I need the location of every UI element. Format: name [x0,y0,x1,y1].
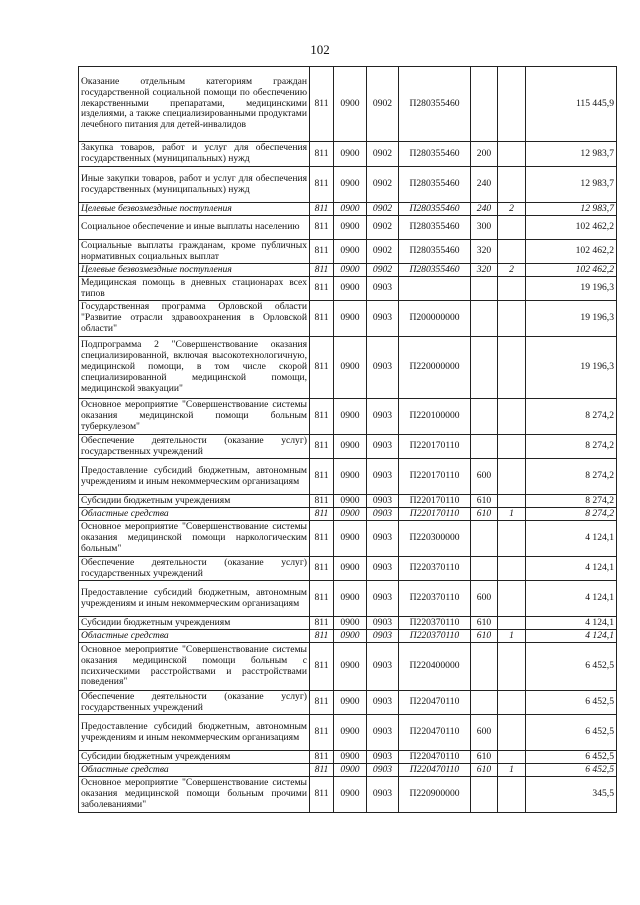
expense-type-code: 240 [471,203,498,216]
subsection-code: 0903 [367,508,399,521]
page-number: 102 [310,42,330,57]
table-row [79,142,617,167]
line-item-name: Областные средства [79,764,310,777]
target-article-code: П280355460 [399,67,471,142]
admin-code: 811 [310,495,334,508]
table-row [79,277,617,301]
subsection-code: 0903 [367,643,399,691]
funding-source-code: 1 [498,764,526,777]
expense-type-code: 320 [471,240,498,264]
target-article-code: П220170110 [399,459,471,495]
subsection-code: 0903 [367,301,399,337]
section-code: 0900 [334,264,367,277]
table-row [79,301,617,337]
line-item-name: Социальные выплаты гражданам, кроме публичных нормативных социальных выплат [79,240,310,264]
expense-type-code: 200 [471,142,498,167]
line-item-name: Предоставление субсидий бюджетным, автономным учреждениям и иным некоммерческим организациям [79,459,310,495]
expense-type-code: 600 [471,459,498,495]
subsection-code: 0903 [367,459,399,495]
expense-type-code [471,643,498,691]
table-row [79,617,617,630]
expense-type-code [471,301,498,337]
funding-source-code [498,142,526,167]
subsection-code: 0903 [367,691,399,715]
table-row [79,630,617,643]
section-code: 0900 [334,764,367,777]
admin-code: 811 [310,399,334,435]
table-row [79,264,617,277]
subsection-code: 0903 [367,399,399,435]
line-item-name: Социальное обеспечение и иные выплаты населению [79,216,310,240]
section-code: 0900 [334,581,367,617]
expense-type-code [471,337,498,399]
line-item-name: Обеспечение деятельности (оказание услуг) государственных учреждений [79,557,310,581]
admin-code: 811 [310,557,334,581]
section-code: 0900 [334,495,367,508]
admin-code: 811 [310,203,334,216]
amount: 345,5 [526,777,617,813]
budget-table-body [79,67,617,813]
funding-source-code [498,495,526,508]
subsection-code: 0903 [367,277,399,301]
amount: 19 196,3 [526,277,617,301]
subsection-code: 0903 [367,764,399,777]
line-item-name: Предоставление субсидий бюджетным, автономным учреждениям и иным некоммерческим организациям [79,581,310,617]
target-article-code: П220470110 [399,764,471,777]
section-code: 0900 [334,617,367,630]
amount: 12 983,7 [526,142,617,167]
target-article-code: П220370110 [399,617,471,630]
subsection-code: 0902 [367,167,399,203]
admin-code: 811 [310,167,334,203]
funding-source-code [498,67,526,142]
amount: 8 274,2 [526,399,617,435]
section-code: 0900 [334,508,367,521]
table-row [79,581,617,617]
amount: 6 452,5 [526,751,617,764]
expense-type-code [471,521,498,557]
subsection-code: 0902 [367,142,399,167]
expense-type-code: 610 [471,751,498,764]
funding-source-code [498,715,526,751]
expense-type-code [471,435,498,459]
expense-type-code: 610 [471,617,498,630]
funding-source-code: 1 [498,630,526,643]
section-code: 0900 [334,399,367,435]
line-item-name: Субсидии бюджетным учреждениям [79,751,310,764]
line-item-name: Субсидии бюджетным учреждениям [79,617,310,630]
amount: 8 274,2 [526,495,617,508]
admin-code: 811 [310,751,334,764]
expense-type-code [471,777,498,813]
table-row [79,399,617,435]
expense-type-code: 600 [471,715,498,751]
line-item-name: Иные закупки товаров, работ и услуг для обеспечения государственных (муниципальных) нужд [79,167,310,203]
funding-source-code [498,581,526,617]
target-article-code: П220400000 [399,643,471,691]
funding-source-code [498,751,526,764]
line-item-name: Целевые безвозмездные поступления [79,203,310,216]
subsection-code: 0903 [367,581,399,617]
section-code: 0900 [334,777,367,813]
table-row [79,764,617,777]
funding-source-code [498,521,526,557]
admin-code: 811 [310,264,334,277]
table-row [79,435,617,459]
section-code: 0900 [334,167,367,203]
target-article-code: П220370110 [399,557,471,581]
target-article-code: П220370110 [399,630,471,643]
target-article-code: П220170110 [399,508,471,521]
target-article-code: П220470110 [399,751,471,764]
funding-source-code [498,459,526,495]
section-code: 0900 [334,715,367,751]
expense-type-code: 320 [471,264,498,277]
subsection-code: 0903 [367,557,399,581]
section-code: 0900 [334,337,367,399]
funding-source-code [498,216,526,240]
amount: 12 983,7 [526,203,617,216]
table-row [79,495,617,508]
amount: 4 124,1 [526,630,617,643]
admin-code: 811 [310,581,334,617]
target-article-code: П280355460 [399,167,471,203]
subsection-code: 0903 [367,751,399,764]
subsection-code: 0902 [367,67,399,142]
subsection-code: 0903 [367,715,399,751]
table-row [79,508,617,521]
table-row [79,643,617,691]
admin-code: 811 [310,142,334,167]
subsection-code: 0903 [367,777,399,813]
section-code: 0900 [334,277,367,301]
table-row [79,216,617,240]
funding-source-code [498,691,526,715]
admin-code: 811 [310,715,334,751]
funding-source-code: 1 [498,508,526,521]
admin-code: 811 [310,337,334,399]
subsection-code: 0902 [367,216,399,240]
amount: 102 462,2 [526,240,617,264]
target-article-code: П280355460 [399,264,471,277]
target-article-code [399,277,471,301]
line-item-name: Закупка товаров, работ и услуг для обеспечения государственных (муниципальных) нужд [79,142,310,167]
section-code: 0900 [334,216,367,240]
line-item-name: Основное мероприятие "Совершенствование системы оказания медицинской помощи больным туберкулезом" [79,399,310,435]
subsection-code: 0902 [367,203,399,216]
line-item-name: Предоставление субсидий бюджетным, автономным учреждениям и иным некоммерческим организациям [79,715,310,751]
target-article-code: П220300000 [399,521,471,557]
admin-code: 811 [310,691,334,715]
admin-code: 811 [310,459,334,495]
line-item-name: Субсидии бюджетным учреждениям [79,495,310,508]
line-item-name: Оказание отдельным категориям граждан государственной социальной помощи по обеспечению лекарственными препаратами, медицинскими изделиями, а также специализированными продуктами лечебного питания для детей-инвалидов [79,67,310,142]
funding-source-code [498,240,526,264]
admin-code: 811 [310,240,334,264]
section-code: 0900 [334,240,367,264]
expense-type-code: 610 [471,495,498,508]
budget-table [78,66,617,813]
expense-type-code: 610 [471,630,498,643]
funding-source-code [498,777,526,813]
section-code: 0900 [334,751,367,764]
table-row [79,337,617,399]
admin-code: 811 [310,216,334,240]
admin-code: 811 [310,67,334,142]
table-row [79,715,617,751]
amount: 4 124,1 [526,617,617,630]
amount: 102 462,2 [526,216,617,240]
expense-type-code: 610 [471,764,498,777]
amount: 6 452,5 [526,691,617,715]
section-code: 0900 [334,67,367,142]
expense-type-code: 300 [471,216,498,240]
line-item-name: Государственная программа Орловской области "Развитие отрасли здравоохранения в Орловской области" [79,301,310,337]
target-article-code: П280355460 [399,203,471,216]
section-code: 0900 [334,459,367,495]
amount: 12 983,7 [526,167,617,203]
subsection-code: 0903 [367,521,399,557]
table-row [79,777,617,813]
table-row [79,167,617,203]
line-item-name: Медицинская помощь в дневных стационарах всех типов [79,277,310,301]
funding-source-code [498,167,526,203]
subsection-code: 0902 [367,240,399,264]
table-row [79,751,617,764]
section-code: 0900 [334,435,367,459]
target-article-code: П280355460 [399,216,471,240]
target-article-code: П220170110 [399,495,471,508]
section-code: 0900 [334,301,367,337]
amount: 102 462,2 [526,264,617,277]
amount: 115 445,9 [526,67,617,142]
amount: 4 124,1 [526,557,617,581]
funding-source-code: 2 [498,203,526,216]
line-item-name: Подпрограмма 2 "Совершенствование оказания специализированной, включая высокотехнологичную, медицинской помощи, в том числе скорой специализированной медицинской помощи, медицинской эвакуации" [79,337,310,399]
funding-source-code [498,399,526,435]
section-code: 0900 [334,630,367,643]
section-code: 0900 [334,521,367,557]
admin-code: 811 [310,435,334,459]
table-row [79,240,617,264]
target-article-code: П220170110 [399,435,471,459]
amount: 4 124,1 [526,521,617,557]
target-article-code: П220100000 [399,399,471,435]
target-article-code: П220370110 [399,581,471,617]
line-item-name: Целевые безвозмездные поступления [79,264,310,277]
admin-code: 811 [310,617,334,630]
expense-type-code: 240 [471,167,498,203]
admin-code: 811 [310,630,334,643]
table-row [79,557,617,581]
line-item-name: Основное мероприятие "Совершенствование системы оказания медицинской помощи больным прочими заболеваниями" [79,777,310,813]
table-row [79,203,617,216]
line-item-name: Основное мероприятие "Совершенствование системы оказания медицинской помощи больным с психическими расстройствами и расстройствами поведения" [79,643,310,691]
expense-type-code [471,557,498,581]
target-article-code: П280355460 [399,240,471,264]
amount: 8 274,2 [526,435,617,459]
funding-source-code [498,277,526,301]
table-row [79,521,617,557]
funding-source-code [498,617,526,630]
line-item-name: Обеспечение деятельности (оказание услуг) государственных учреждений [79,435,310,459]
admin-code: 811 [310,521,334,557]
admin-code: 811 [310,301,334,337]
admin-code: 811 [310,508,334,521]
amount: 6 452,5 [526,643,617,691]
subsection-code: 0903 [367,337,399,399]
funding-source-code [498,435,526,459]
subsection-code: 0903 [367,630,399,643]
funding-source-code [498,557,526,581]
subsection-code: 0902 [367,264,399,277]
admin-code: 811 [310,277,334,301]
amount: 8 274,2 [526,508,617,521]
expense-type-code: 610 [471,508,498,521]
section-code: 0900 [334,142,367,167]
expense-type-code [471,691,498,715]
line-item-name: Основное мероприятие "Совершенствование системы оказания медицинской помощи наркологическим больным" [79,521,310,557]
section-code: 0900 [334,203,367,216]
funding-source-code: 2 [498,264,526,277]
funding-source-code [498,301,526,337]
target-article-code: П280355460 [399,142,471,167]
amount: 8 274,2 [526,459,617,495]
subsection-code: 0903 [367,617,399,630]
expense-type-code [471,277,498,301]
section-code: 0900 [334,557,367,581]
funding-source-code [498,643,526,691]
amount: 19 196,3 [526,301,617,337]
line-item-name: Областные средства [79,630,310,643]
funding-source-code [498,337,526,399]
amount: 6 452,5 [526,764,617,777]
target-article-code: П220470110 [399,715,471,751]
expense-type-code [471,67,498,142]
target-article-code: П220470110 [399,691,471,715]
expense-type-code [471,399,498,435]
amount: 6 452,5 [526,715,617,751]
line-item-name: Обеспечение деятельности (оказание услуг) государственных учреждений [79,691,310,715]
section-code: 0900 [334,643,367,691]
expense-type-code: 600 [471,581,498,617]
subsection-code: 0903 [367,495,399,508]
table-row [79,67,617,142]
admin-code: 811 [310,643,334,691]
target-article-code: П220000000 [399,337,471,399]
amount: 19 196,3 [526,337,617,399]
amount: 4 124,1 [526,581,617,617]
target-article-code: П220900000 [399,777,471,813]
section-code: 0900 [334,691,367,715]
admin-code: 811 [310,777,334,813]
subsection-code: 0903 [367,435,399,459]
line-item-name: Областные средства [79,508,310,521]
admin-code: 811 [310,764,334,777]
table-row [79,459,617,495]
table-row [79,691,617,715]
target-article-code: П200000000 [399,301,471,337]
